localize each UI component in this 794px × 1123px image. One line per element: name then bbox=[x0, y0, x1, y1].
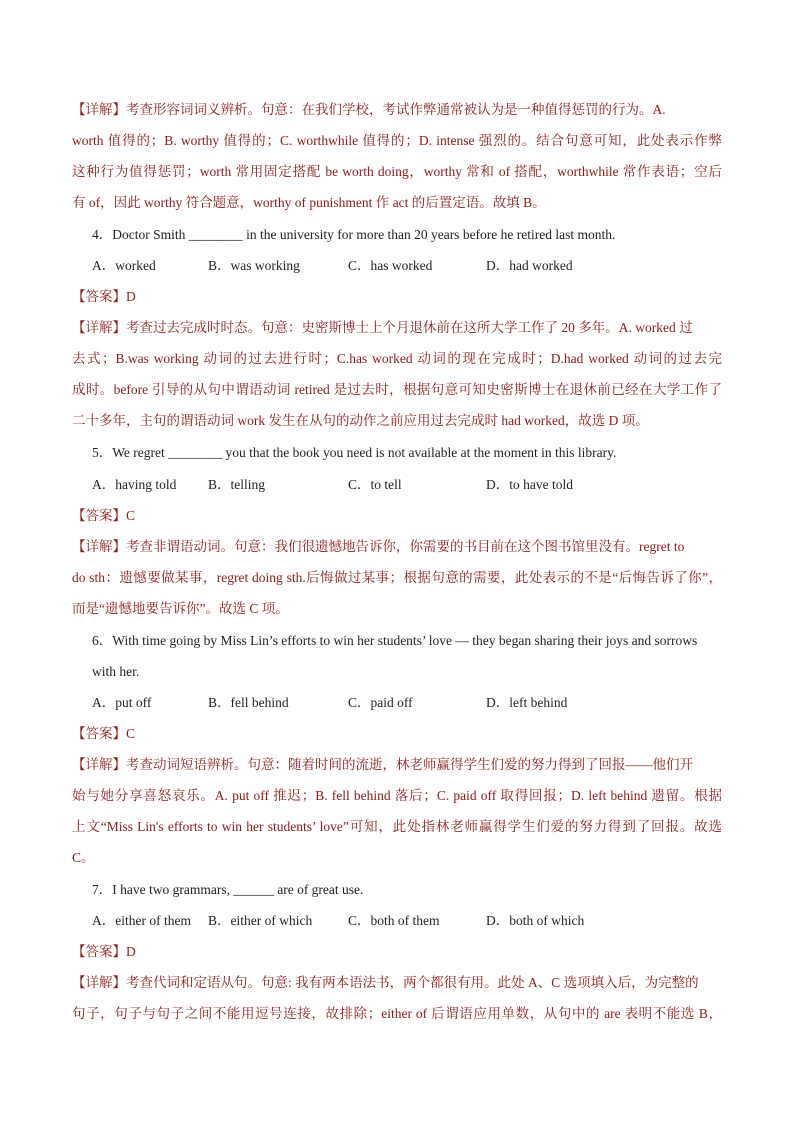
answer-value: C bbox=[126, 726, 136, 741]
detail-6-line-4: C。 bbox=[72, 850, 95, 865]
question-5-options bbox=[92, 474, 722, 496]
option-c: C．paid off bbox=[348, 695, 413, 710]
question-5-stem: 5．We regret ________ you that the book you need is not available at the moment in this library. bbox=[92, 445, 617, 460]
answer-4: 【答案】D bbox=[72, 289, 136, 304]
question-6-stem-line-1: 6．With time going by Miss Lin’s efforts to win her students’ love — they began sharing their joys and sorrows bbox=[92, 633, 698, 648]
question-7-stem: 7．I have two grammars, ______ are of great use. bbox=[92, 882, 364, 897]
detail-5-line-2: do sth：遗憾要做某事，regret doing sth.后悔做过某事；根据句意的需要，此处表示的不是“后悔告诉了你”， bbox=[72, 570, 722, 585]
question-4-stem: 4．Doctor Smith ________ in the university for more than 20 years before he retired last month. bbox=[92, 227, 616, 242]
detail-7-line-1: 【详解】考查代词和定语从句。句意: 我有两本语法书，两个都很有用。此处 A、C 选项填入后，为完整的 bbox=[72, 975, 699, 990]
detail-4-line-2: 去式；B.was working 动词的过去进行时；C.has worked 动词的现在完成时；D.had worked 动词的过去完 bbox=[72, 351, 722, 366]
detail-7-line-2: 句子，句子与句子之间不能用逗号连接，故排除；either of 后谓语应用单数，从句中的 are 表明不能选 B， bbox=[72, 1006, 722, 1021]
answer-7: 【答案】D bbox=[72, 944, 136, 959]
option-c: C．has worked bbox=[348, 258, 433, 273]
question-6-stem-line-2: with her. bbox=[92, 664, 140, 679]
option-a: A．put off bbox=[92, 695, 152, 710]
option-d: D．had worked bbox=[486, 258, 573, 273]
detail-4-line-1: 【详解】考查过去完成时时态。句意：史密斯博士上个月退休前在这所大学工作了 20 多年。A. worked 过 bbox=[72, 320, 693, 335]
option-a: A．having told bbox=[92, 477, 177, 492]
question-7-options bbox=[92, 910, 722, 932]
answer-value: D bbox=[126, 289, 136, 304]
detail-4-line-3: 成时。before 引导的从句中谓语动词 retired 是过去时，根据句意可知史密斯博士在退休前已经在大学工作了 bbox=[72, 382, 722, 397]
option-b: B．was working bbox=[208, 258, 300, 273]
detail-5-line-3: 而是“遗憾地要告诉你”。故选 C 项。 bbox=[72, 601, 289, 616]
detail-6-line-3: 上文“Miss Lin's efforts to win her students’ love”可知，此处指林老师赢得学生们爱的努力得到了回报。故选 bbox=[72, 819, 722, 834]
option-c: C．to tell bbox=[348, 477, 402, 492]
detail-3-line-4: 有 of，因此 worthy 符合题意，worthy of punishment 作 act 的后置定语。故填 B。 bbox=[72, 195, 546, 210]
answer-value: D bbox=[126, 944, 136, 959]
answer-value: C bbox=[126, 508, 136, 523]
detail-3-line-3: 这种行为值得惩罚；worth 常用固定搭配 be worth doing，worthy 常和 of 搭配，worthwhile 常作表语；空后 bbox=[72, 164, 722, 179]
option-b: B．telling bbox=[208, 477, 265, 492]
answer-5: 【答案】C bbox=[72, 508, 136, 523]
detail-4-line-4: 二十多年，主句的谓语动词 work 发生在从句的动作之前应用过去完成时 had worked，故选 D 项。 bbox=[72, 413, 649, 428]
option-d: D．to have told bbox=[486, 477, 573, 492]
question-4-options bbox=[92, 255, 722, 277]
option-c: C．both of them bbox=[348, 913, 440, 928]
option-b: B．fell behind bbox=[208, 695, 289, 710]
option-d: D．both of which bbox=[486, 913, 585, 928]
option-a: A．either of them bbox=[92, 913, 191, 928]
option-a: A．worked bbox=[92, 258, 156, 273]
detail-tag: 【详解】 bbox=[72, 102, 126, 117]
question-6-options bbox=[92, 692, 722, 714]
answer-6: 【答案】C bbox=[72, 726, 136, 741]
detail-6-line-1: 【详解】考查动词短语辨析。句意：随着时间的流逝，林老师赢得学生们爱的努力得到了回报——他们开 bbox=[72, 757, 693, 772]
detail-3-line-1: 【详解】考查形容词词义辨析。句意：在我们学校，考试作弊通常被认为是一种值得惩罚的行为。A. bbox=[72, 102, 666, 117]
detail-6-line-2: 始与她分享喜怒哀乐。A. put off 推迟；B. fell behind 落后；C. paid off 取得回报；D. left behind 遗留。根据 bbox=[72, 788, 722, 803]
detail-5-line-1: 【详解】考查非谓语动词。句意：我们很遗憾地告诉你，你需要的书目前在这个图书馆里没有。regret to bbox=[72, 539, 685, 554]
detail-3-line-2: worth 值得的；B. worthy 值得的；C. worthwhile 值得的；D. intense 强烈的。结合句意可知，此处表示作弊 bbox=[72, 133, 722, 148]
option-d: D．left behind bbox=[486, 695, 568, 710]
option-b: B．either of which bbox=[208, 913, 313, 928]
